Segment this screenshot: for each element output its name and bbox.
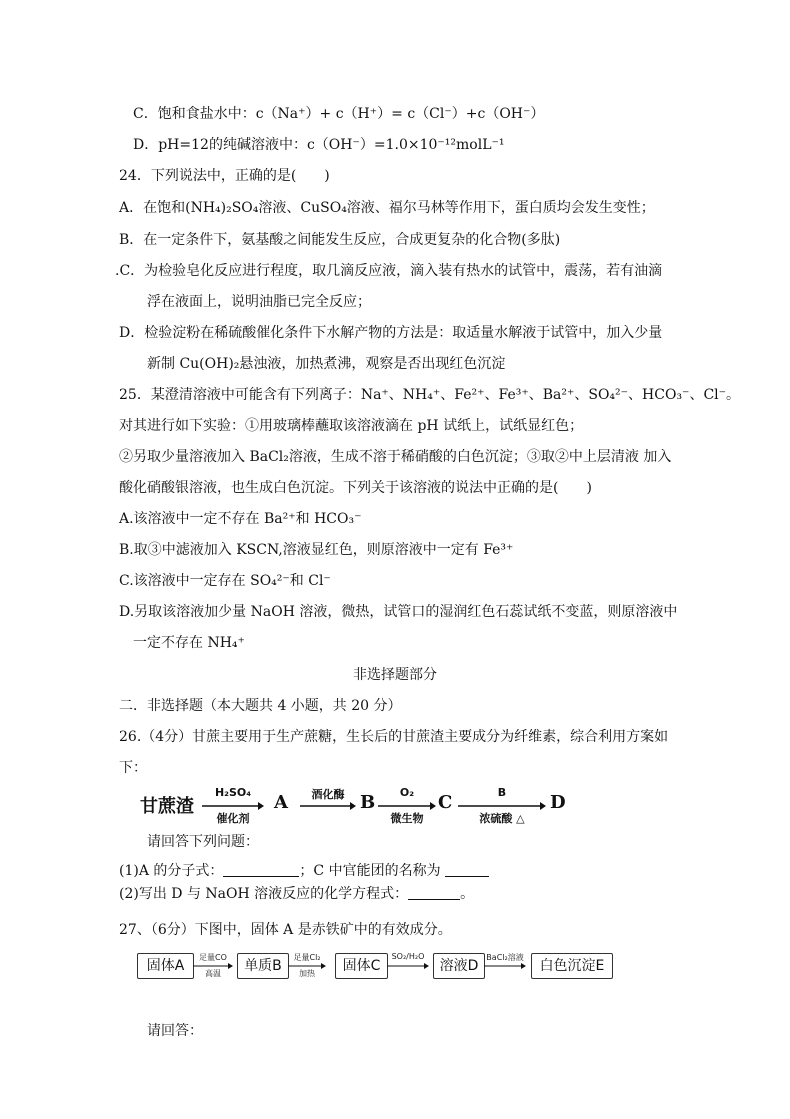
box-solid-a: 固体A	[137, 953, 194, 979]
q27-flow-diagram	[137, 953, 617, 981]
arrow-a-bottom: 高温	[205, 969, 221, 978]
q25-option-b: B.取③中滤液加入 KSCN,溶液显红色，则原溶液中一定有 Fe³⁺	[119, 542, 514, 558]
flow-node-d: D	[550, 792, 566, 813]
q25-line4: 酸化硝酸银溶液，也生成白色沉淀。下列关于该溶液的说法中正确的是( )	[119, 480, 592, 496]
box-solid-c: 固体C	[335, 953, 388, 979]
q25-option-a: A.该溶液中一定不存在 Ba²⁺和 HCO₃⁻	[119, 511, 362, 527]
section-title: 非选择题部分	[353, 667, 437, 683]
question-26-line2: 下：	[119, 760, 147, 776]
q27-ask: 请回答：	[147, 1023, 203, 1039]
part-two-heading: 二．非选择题（本大题共 4 小题，共 20 分）	[119, 698, 402, 714]
arrow-3-shaft	[378, 802, 436, 810]
arrow-4-bottom: 浓硫酸 △	[479, 812, 525, 825]
flow-node-b: B	[360, 792, 376, 813]
q26-sub1-middle: ；C 中官能团的名称为	[299, 863, 446, 879]
arrow-4-shaft	[458, 802, 546, 810]
arrow-4-top: B	[497, 786, 507, 799]
q24-option-c-line2: 浮在液面上，说明油脂已完全反应；	[147, 294, 371, 310]
arrow-2-shaft	[300, 802, 356, 810]
q26-blank-group[interactable]	[445, 862, 489, 877]
arrow-3-bottom: 微生物	[390, 812, 424, 825]
flow-arrow-4	[458, 786, 546, 826]
flow-arrow-1	[202, 786, 264, 826]
arrow-3-top: O₂	[399, 786, 415, 799]
q24-option-b: B．在一定条件下，氨基酸之间能发生反应，合成更复杂的化合物(多肽)	[119, 232, 561, 248]
question-25: 25．某澄清溶液中可能含有下列离子：Na⁺、NH₄⁺、Fe²⁺、Fe³⁺、Ba²⁺、SO₄²⁻、HCO₃⁻、Cl⁻。	[119, 387, 741, 403]
arrow-d-shaft	[484, 963, 526, 969]
q24-option-c-line1: .C．为检验皂化反应进行程度，取几滴反应液，滴入装有热水的试管中，震荡，若有油滴	[115, 263, 663, 279]
q24-option-d-line2: 新制 Cu(OH)₂悬浊液，加热煮沸，观察是否出现红色沉淀	[147, 356, 506, 372]
question-27: 27、（6分）下图中，固体 A 是赤铁矿中的有效成分。	[119, 922, 452, 938]
arrow-b-top: 足量Cl₂	[293, 953, 321, 962]
arrow-d-top: BaCl₂溶液	[486, 953, 524, 962]
arrow-1-bottom: 催化剂	[216, 812, 250, 825]
box-element-b: 单质B	[237, 953, 289, 979]
arrow-c-top: SO₂/H₂O	[391, 952, 425, 961]
arrow-1-top: H₂SO₄	[214, 786, 252, 799]
q26-flow-diagram	[140, 786, 570, 826]
flow-arrow-2	[300, 786, 356, 826]
option-c-salt: C．饱和食盐水中：c（Na⁺）+ c（H⁺）= c（Cl⁻）+c（OH⁻）	[133, 106, 545, 122]
q26-sub2-suffix: 。	[460, 886, 475, 902]
q24-option-a: A．在饱和(NH₄)₂SO₄溶液、CuSO₄溶液、福尔马林等作用下，蛋白质均会发生变性；	[119, 200, 655, 216]
q24-option-d-line1: D．检验淀粉在稀硫酸催化条件下水解产物的方法是：取适量水解液于试管中，加入少量	[119, 325, 663, 341]
q26-sub1	[119, 861, 489, 881]
arrow-1-shaft	[202, 802, 264, 810]
box-solution-d: 溶液D	[433, 953, 485, 979]
q25-option-c: C.该溶液中一定存在 SO₄²⁻和 Cl⁻	[119, 573, 331, 589]
q26-sub2-prefix: (2)写出 D 与 NaOH 溶液反应的化学方程式：	[119, 886, 409, 902]
q25-option-d-line1: D.另取该溶液加少量 NaOH 溶液，微热，试管口的湿润红色石蕊试纸不变蓝，则原溶液中	[119, 604, 678, 620]
option-d-ph: D．pH=12的纯碱溶液中：c（OH⁻）=1.0×10⁻¹²molL⁻¹	[133, 137, 505, 153]
arrow-a-top: 足量CO	[199, 953, 227, 962]
arrow-c-shaft	[387, 963, 429, 969]
flow-start-node: 甘蔗渣	[140, 796, 194, 817]
question-26-line1: 26.（4分）甘蔗主要用于生产蔗糖，生长后的甘蔗渣主要成分为纤维素，综合利用方案如	[119, 729, 669, 745]
flow-arrow-3	[378, 786, 436, 826]
q26-sub1-prefix: (1)A 的分子式：	[119, 863, 224, 879]
q26-blank-equation[interactable]	[408, 885, 460, 900]
box-precipitate-e: 白色沉淀E	[531, 953, 613, 979]
q25-option-d-line2: 一定不存在 NH₄⁺	[133, 635, 245, 651]
question-24: 24．下列说法中，正确的是( )	[119, 168, 330, 184]
arrow-b-bottom: 加热	[299, 969, 315, 978]
flow-node-a: A	[274, 792, 288, 813]
q25-line2: 对其进行如下实验：①用玻璃棒蘸取该溶液滴在 pH 试纸上，试纸显红色；	[119, 418, 584, 434]
q25-line3: ②另取少量溶液加入 BaCl₂溶液，生成不溶于稀硝酸的白色沉淀；③取②中上层清液 加入	[119, 449, 672, 465]
q26-sub2	[119, 884, 474, 904]
q26-blank-formula[interactable]	[223, 862, 299, 877]
flow-node-c: C	[438, 792, 453, 813]
q26-ask: 请回答下列问题：	[147, 834, 259, 850]
arrow-2-top: 酒化酶	[311, 788, 345, 801]
